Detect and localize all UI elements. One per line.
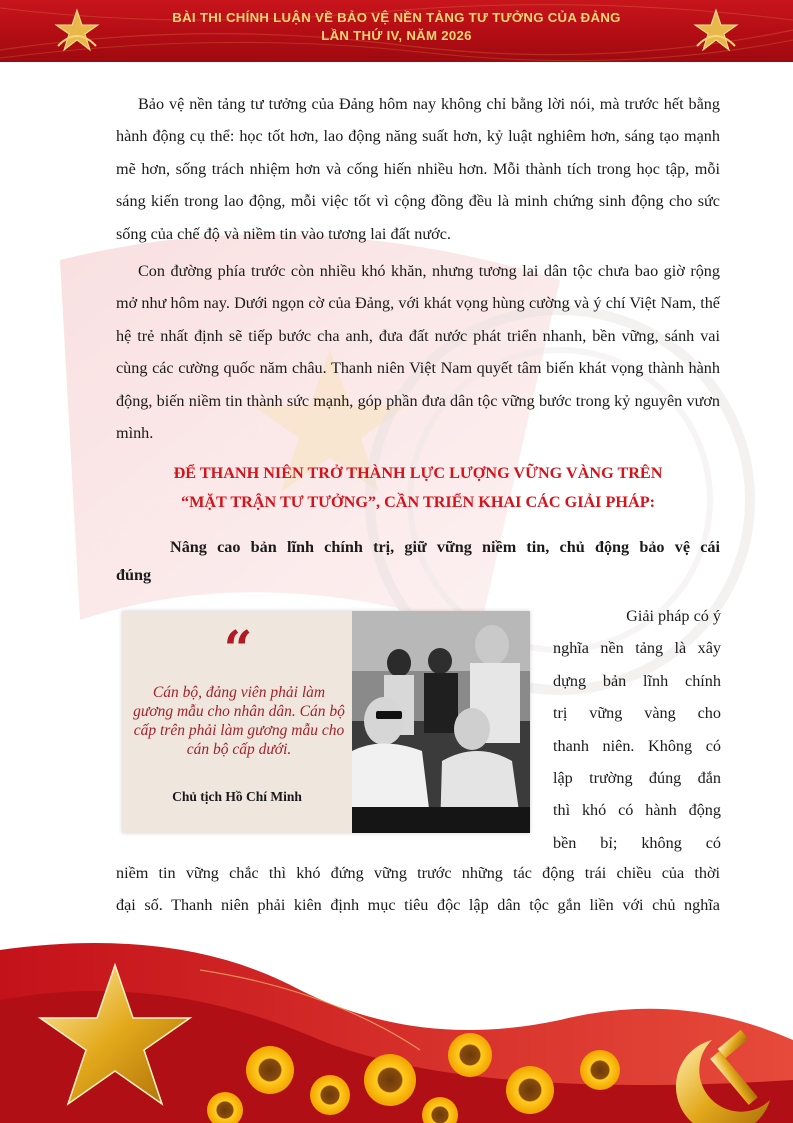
- header-title-line2: LẦN THỨ IV, NĂM 2026: [321, 28, 472, 43]
- quote-mark-icon: “: [223, 619, 253, 678]
- paragraph-3-line: đại số. Thanh niên phải kiên định mục tiêu độc lập dân tộc gắn liền với chủ nghĩa: [116, 896, 720, 915]
- paragraph-2-text: Con đường phía trước còn nhiều khó khăn, nhưng tương lai dân tộc chưa bao giờ rộng mở như hôm nay. Dưới ngọn cờ của Đảng, với khát vọng hùng cường và ý chí Việt Nam, thế hệ trẻ nhất định sẽ tiếp bước cha anh, đưa đất nước phát triển nhanh, bền vững, sánh vai cùng các cường quốc năm châu. Thanh niên Việt Nam quyết tâm biến khát vọng thành hành động, biến niềm tin thành sức mạnh, góp phần đưa dân tộc vững bước trong kỷ nguyên vươn mình.: [116, 262, 720, 443]
- quote-image-card: [122, 611, 530, 833]
- side-line: lập trường đúng đắn: [553, 768, 721, 787]
- header-banner: [0, 0, 793, 62]
- paragraph-1-text: Bảo vệ nền tảng tư tưởng của Đảng hôm nay không chỉ bằng lời nói, mà trước hết bằng hành động cụ thể: học tốt hơn, lao động năng suất hơn, kỷ luật nghiêm hơn, sáng tạo mạnh mẽ hơn, sống trách nhiệm hơn và cống hiến nhiều hơn. Mỗi thành tích trong học tập, mỗi sáng kiến trong lao động, mỗi việc tốt vì cộng đồng đều là minh chứng sinh động cho sức sống của chế độ và niềm tin vào tương lai đất nước.: [116, 95, 720, 243]
- side-line: bền bỉ; không có: [553, 833, 721, 852]
- historic-photo: [352, 611, 530, 833]
- section-heading-line1: ĐỂ THANH NIÊN TRỞ THÀNH LỰC LƯỢNG VỮNG VÀNG TRÊN: [173, 464, 663, 482]
- header-title-line1: BÀI THI CHÍNH LUẬN VỀ BẢO VỆ NỀN TẢNG TƯ TƯỞNG CỦA ĐẢNG: [172, 10, 621, 25]
- body-paragraph-3: [116, 857, 720, 922]
- side-line: dựng bản lĩnh chính: [553, 671, 721, 690]
- paragraph-3-line: niềm tin vững chắc thì khó đứng vững trước những tác động trái chiều của thời: [116, 864, 720, 882]
- subheading-line1: Nâng cao bản lĩnh chính trị, giữ vững niềm tin, chủ động bảo vệ cái: [170, 538, 720, 556]
- quote-text: Cán bộ, đảng viên phải làm gương mẫu cho nhân dân. Cán bộ cấp trên phải làm gương mẫu cho cán bộ cấp dưới.: [133, 684, 345, 758]
- section-heading-line2: “MẶT TRẬN TƯ TƯỞNG”, CẦN TRIỂN KHAI CÁC GIẢI PHÁP:: [181, 493, 655, 511]
- quote-author: Chủ tịch Hồ Chí Minh: [172, 789, 302, 804]
- side-line: nghĩa nền tảng là xây: [553, 639, 721, 658]
- body-paragraph-1: [116, 88, 720, 250]
- side-text-column: [553, 600, 721, 859]
- side-line: thanh niên. Không có: [553, 736, 721, 755]
- side-line: thì khó có hành động: [553, 801, 721, 820]
- side-line: Giải pháp có ý: [626, 607, 721, 625]
- side-line: trị vững vàng cho: [553, 704, 721, 723]
- footer-decoration: [0, 930, 793, 1123]
- body-paragraph-2: [116, 255, 720, 449]
- subheading-line2: đúng: [116, 566, 152, 584]
- quote-panel: [122, 611, 352, 833]
